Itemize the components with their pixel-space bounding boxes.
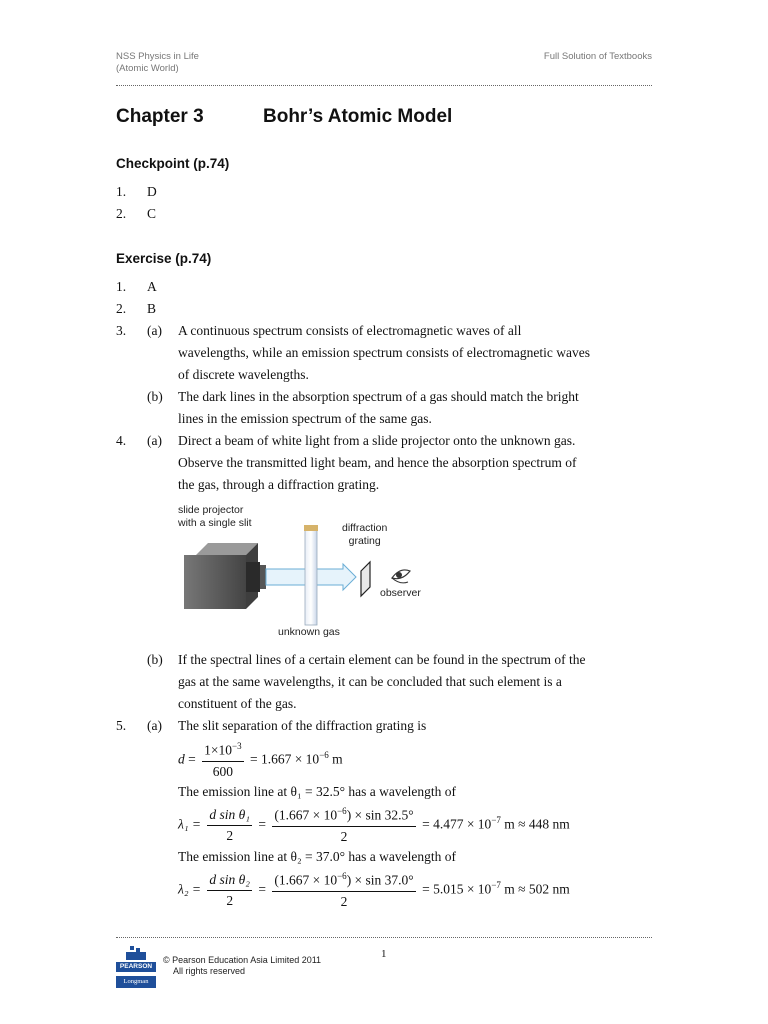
chapter-title [116,106,453,128]
footer-divider [116,937,652,938]
fraction: $\frac{\text{d sin θ₂}}{2}$ [209,871,250,908]
logo-text-longman: Longman [123,978,149,985]
q3-b-line: lines in the emission spectrum of the same gas. [178,411,432,426]
header-divider [116,85,652,86]
exercise-num-5: 5. [116,718,127,733]
pearson-logo [116,944,156,988]
header-right: Full Solution of Textbooks [543,51,652,62]
q3-a-label: (a) [147,323,162,338]
q3-b-line: The dark lines in the absorption spectrum of a gas should match the bright [178,389,579,404]
label-unknown-gas: unknown gas [278,626,340,638]
exercise-answer-1: A [147,279,157,294]
q4-a-line: Observe the transmitted light beam, and hence the absorption spectrum of [178,455,577,470]
chapter-name: Bohr’s Atomic Model [263,106,453,127]
equation-wavelength-2: λ₂ = $\frac{\text{d sin θ₂}}{2}$ = $\frac{(1.667 \times 10^{-6}) \times \sin 37.0^\circ}{2}$ = $5.015 \times 10^{-7}$ m ≈ 502 nm [178,871,570,909]
label-projector: slide projector with a single slit [178,504,252,529]
q3-a-line: A continuous spectrum consists of electromagnetic waves of all [178,323,522,338]
page-number: 1 [381,948,387,960]
q5-a-label: (a) [147,718,162,733]
fraction: $\frac{\text{d sin θ₁}}{2}$ [209,806,250,843]
exercise-num-4: 4. [116,433,127,448]
q5-intro: The slit separation of the diffraction grating is [178,718,427,733]
diffraction-grating [361,562,370,596]
checkpoint-answer-2: C [147,206,157,221]
exercise-answer-2: B [147,301,157,316]
q3-a-line: of discrete wavelengths. [178,367,309,382]
header-left [116,51,199,75]
header-book-title: NSS Physics in Life [116,51,199,62]
q4-b-line: constituent of the gas. [178,696,297,711]
slide-projector [184,543,266,609]
fraction: $\frac{(1.667 \times 10^{-6}) \times \sin 37.0^\circ}{2}$ [274,871,414,909]
footer-copyright: © Pearson Education Asia Limited 2011 All rights reserved [163,955,322,976]
q3-b-label: (b) [147,389,163,404]
chapter-number: Chapter 3 [116,106,204,127]
checkpoint-num-1: 1. [116,184,127,199]
label-observer: observer [380,587,421,599]
q5-line-1: The emission line at θ₁ = 32.5° has a wavelength of [178,784,456,799]
header-book-subtitle: (Atomic World) [116,63,179,74]
q4-b-line: If the spectral lines of a certain element can be found in the spectrum of the [178,652,586,667]
q4-b-label: (b) [147,652,163,667]
checkpoint-num-2: 2. [116,206,127,221]
fraction: $\frac{(1.667 \times 10^{-6}) \times \sin 32.5^\circ}{2}$ [274,806,414,844]
absorption-setup-figure [178,505,438,640]
fraction: $\frac{1\times 10^{-3}}{600}$ [204,741,242,779]
gas-tube [304,525,318,625]
exercise-num-3: 3. [116,323,127,338]
checkpoint-heading: Checkpoint (p.74) [116,156,230,171]
label-grating: diffraction grating [342,522,388,547]
equation-slit-separation: d = $\frac{1\times 10^{-3}}{600}$ = $1.667 \times 10^{-6}$ m [178,741,343,779]
logo-text-pearson: PEARSON [119,963,153,970]
exercise-heading: Exercise (p.74) [116,251,212,266]
observer-eye-icon [392,570,410,583]
q5-line-2: The emission line at θ₂ = 37.0° has a wavelength of [178,849,456,864]
exercise-num-1: 1. [116,279,127,294]
q4-a-line: the gas, through a diffraction grating. [178,477,380,492]
exercise-num-2: 2. [116,301,127,316]
q3-a-line: wavelengths, while an emission spectrum consists of electromagnetic waves [178,345,591,360]
q4-a-line: Direct a beam of white light from a slide projector onto the unknown gas. [178,433,576,448]
equation-wavelength-1: λ₁ = $\frac{\text{d sin θ₁}}{2}$ = $\frac{(1.667 \times 10^{-6}) \times \sin 32.5^\circ}{2}$ = $4.477 \times 10^{-7}$ m ≈ 448 nm [178,806,570,844]
q4-b-line: gas at the same wavelengths, it can be concluded that such element is a [178,674,562,689]
checkpoint-answer-1: D [147,184,157,199]
q4-a-label: (a) [147,433,162,448]
